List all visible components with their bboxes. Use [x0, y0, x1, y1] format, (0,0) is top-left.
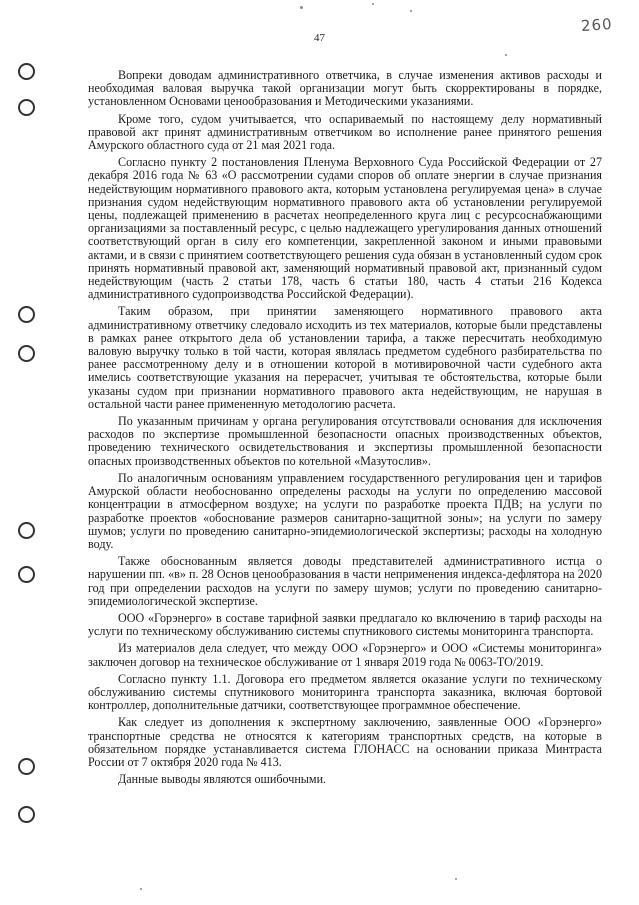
binder-hole	[18, 806, 35, 823]
paragraph: Из материалов дела следует, что между ООО «Горэнерго» и ООО «Системы мониторинга» заключен договор на техническое обслуживание от 1 января 2019 года № 0063-ТО/2019.	[88, 641, 602, 669]
paragraph: Таким образом, при принятии заменяющего нормативного правового акта административному ответчику следовало исходить из тех материалов, которые были представлены в рамках ранее открытого дела об установлении тарифа, а также пересчитать необходимую валовую выручку только в той части, которая являлась предметом судебного разбирательства по ранее рассмотренному делу и в отношении которой в мотивировочной части судебного акта имелись соответствующие указания на перерасчет, учитывая те обстоятельства, которые были указаны судом при признании нормативного правового акта недействующим, не нарушая в остальной части ранее примененную методологию расчета.	[88, 304, 602, 411]
binder-hole	[18, 63, 35, 80]
binder-hole	[18, 345, 35, 362]
paragraph: Согласно пункту 1.1. Договора его предметом является оказание услуги по техническому обслуживанию системы спутникового мониторинга транспорта заказника, включая бортовой контроллер, дополнительные датчики, соответствующее программное обеспечение.	[88, 671, 602, 713]
paragraph: По указанным причинам у органа регулирования отсутствовали основания для исключения расходов по экспертизе промышленной безопасности опасных производственных объектов, проведению технического освидетельствования и экспертизы промышленной безопасности опасных производственных объектов по котельной «Мазутослив».	[88, 414, 602, 468]
binder-hole	[18, 566, 35, 583]
paragraph: ООО «Горэнерго» в составе тарифной заявки предлагало ко включению в тариф расходы на услуги по техническому обслуживанию системы спутникового системы мониторинга транспорта.	[88, 610, 602, 639]
paragraph: Также обоснованным является доводы представителей административного истца о нарушении пп. «в» п. 28 Основ ценообразования в части неприменения индекса-дефлятора на 2020 год при определении расходов на услуги по замеру шумов; услуги по проведению санитарно-эпидемиологической экспертизе.	[88, 554, 602, 608]
paragraph: Как следует из дополнения к экспертному заключению, заявленные ООО «Горэнерго» транспортные средства не относятся к категориям транспортных средств, на которые в обязательном порядке устанавливается система ГЛОНАСС на основании приказа Минтраста России от 7 октября 2020 года № 413.	[88, 715, 602, 769]
document-body	[88, 69, 602, 790]
scan-speck	[140, 888, 142, 890]
scan-speck	[410, 10, 412, 12]
paragraph: Вопреки доводам административного ответчика, в случае изменения активов расходы и необходимая валовая выручка такой организации могут быть скорректированы в порядке, установленном Основами ценообразования и Методическими указаниями.	[88, 68, 602, 109]
scan-speck	[300, 6, 303, 9]
sheet-number-stamp: 260	[580, 14, 614, 36]
paragraph: Данные выводы являются ошибочными.	[118, 772, 327, 787]
paragraph: Кроме того, судом учитывается, что оспариваемый по настоящему делу нормативный правовой акт принят административным ответчиком во исполнение ранее принятого решения Амурского областного суда от 21 мая 2021 года.	[88, 111, 602, 153]
paragraph: По аналогичным основаниям управлением государственного регулирования цен и тарифов Амурской области необоснованно определены расходы на услуги по определению массовой концентрации в атмосферном воздухе; на услуги по разработке проекта ПДВ; на услуги по разработке проектов «обоснование размеров санитарно-защитной зоны»; на услуги по замеру шумов; услуги по проведению санитарно-эпидемиологической экспертизы; расходы на холодную воду.	[88, 470, 602, 551]
paragraph: Согласно пункту 2 постановления Пленума Верховного Суда Российской Федерации от 27 декабря 2016 года № 63 «О рассмотрении судами споров об оплате энергии в случае признания недействующим нормативного правового акта, которым установлена регулируемая цена» в случае признания судом недействующим нормативного правового акта об установлении регулируемой цены, подлежащей применению в расчетах неопределенного круга лиц с ресурсоснабжающими организациями за поставленный ресурс, с целью надлежащего урегулирования данных отношений соответствующий орган в силу его компетенции, закрепленной законом и иными правовыми актами, и в связи с принятием соответствующего решения суда обязан в установленный судом срок принять нормативный правовой акт, заменяющий нормативный правовой акт, признанный судом недействующим (часть 2 статьи 178, часть 6 статьи 180, часть 4 статьи 216 Кодекса административного судопроизводства Российской Федерации).	[88, 155, 602, 302]
scan-speck	[372, 3, 374, 5]
binder-hole	[18, 306, 35, 323]
scan-speck	[455, 878, 457, 880]
page-number: 47	[314, 32, 325, 44]
binder-hole	[18, 522, 35, 539]
scan-speck	[505, 54, 507, 56]
binder-hole	[18, 99, 35, 116]
binder-hole	[18, 758, 35, 775]
